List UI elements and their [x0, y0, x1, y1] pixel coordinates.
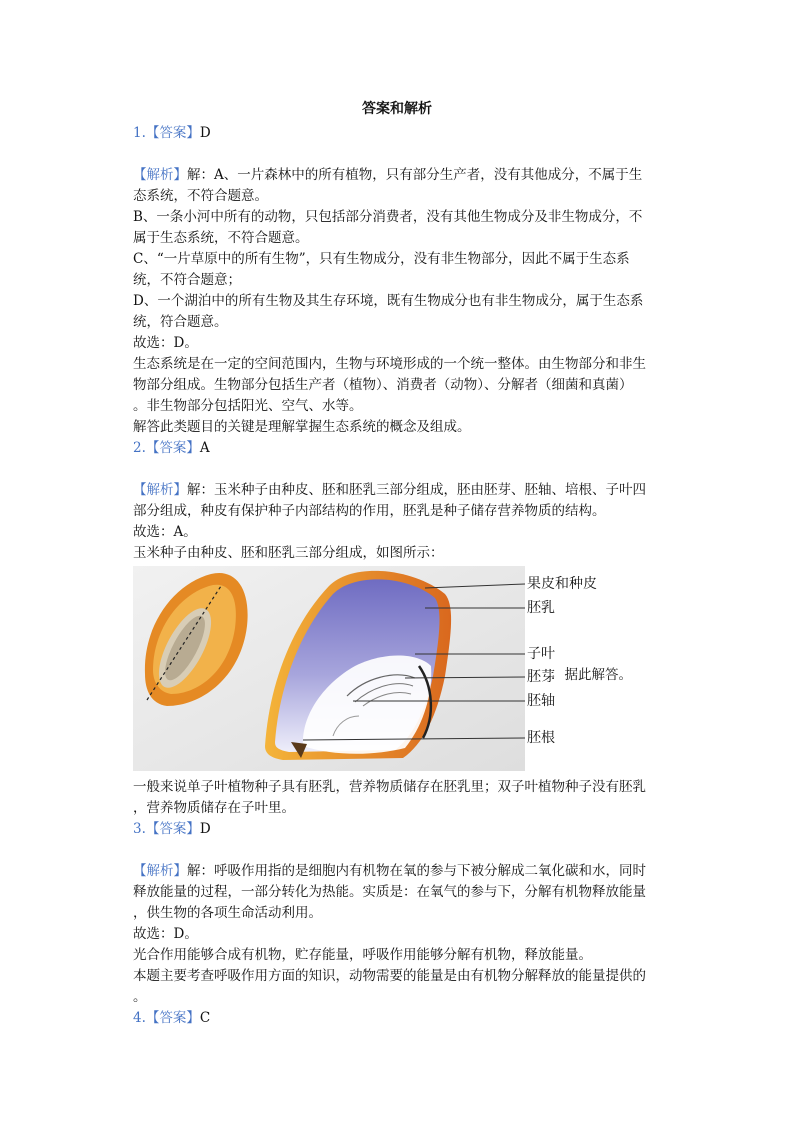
q2-after-line-1: ，营养物质储存在子叶里。 [133, 800, 295, 816]
q2-number: 2. [133, 440, 146, 456]
q1-analysis-line-7: 统，符合题意。 [133, 314, 228, 330]
page-title: 答案和解析 [362, 101, 432, 117]
q4-number: 4. [133, 1010, 146, 1026]
q1-analysis-line-3: 属于生态系统，不符合题意。 [133, 230, 309, 246]
q2-analysis-line-0: 【解析】解：玉米种子由种皮、胚和胚乳三部分组成，胚由胚芽、胚轴、培根、子叶四 [133, 482, 646, 498]
q2-answer: A [199, 440, 210, 456]
q1-analysis-tag: 【解析】 [133, 167, 187, 183]
q3-analysis-line-4: 光合作用能够合成有机物，贮存能量，呼吸作用能够分解有机物，释放能量。 [133, 947, 592, 963]
q3-analysis-line-0: 【解析】解：呼吸作用指的是细胞内有机物在氧的参与下被分解成二氧化碳和水，同时 [133, 863, 646, 879]
corn-seed-illustration [133, 566, 525, 771]
q1-analysis-line-8: 故选：D。 [133, 335, 198, 351]
q2-analysis-tag: 【解析】 [133, 482, 187, 498]
corn-seed-figure [133, 566, 525, 771]
label-pericarp-seedcoat: 果皮和种皮 [527, 576, 597, 592]
q2-analysis-line-3: 玉米种子由种皮、胚和胚乳三部分组成，如图所示： [133, 545, 444, 561]
q3-analysis-line-6: 。 [133, 989, 147, 1005]
label-cotyledon: 子叶 [527, 646, 555, 662]
q3-analysis-line-1: 释放能量的过程，一部分转化为热能。实质是：在氧气的参与下，分解有机物释放能量 [133, 884, 646, 900]
q1-analysis-line-4: C、“一片草原中的所有生物”，只有生物成分，没有非生物部分，因此不属于生态系 [133, 251, 630, 267]
q1-answer-tag: 【答案】 [145, 125, 200, 141]
q1-analysis-line-2: B、一条小河中所有的动物，只包括部分消费者，没有其他生物成分及非生物成分，不 [133, 209, 643, 225]
q2-after-line-0: 一般来说单子叶植物种子具有胚乳，营养物质储存在胚乳里；双子叶植物种子没有胚乳 [133, 779, 646, 795]
figure-suffix-text: ．据此解答。 [551, 667, 632, 683]
q3-analysis-line-5: 本题主要考查呼吸作用方面的知识，动物需要的能量是由有机物分解释放的能量提供的 [133, 968, 646, 984]
q2-analysis-line-2: 故选：A。 [133, 524, 197, 540]
q1-number: 1. [133, 125, 146, 141]
corn-seed-figure-row [133, 566, 673, 773]
q3-analysis-line-2: ，供生物的各项生命活动利用。 [133, 905, 322, 921]
answer-content [133, 123, 673, 1029]
q1-analysis-line-0: 【解析】解：A、一片森林中的所有植物，只有部分生产者，没有其他成分，不属于生 [133, 167, 643, 183]
q3-answer: D [199, 821, 211, 837]
label-hypocotyl: 胚轴 [527, 693, 555, 709]
q3-answer-tag: 【答案】 [145, 821, 200, 837]
q1-analysis-line-5: 统，不符合题意； [133, 272, 241, 288]
q2-analysis-line-1: 部分组成，种皮有保护种子内部结构的作用，胚乳是种子储存营养物质的结构。 [133, 503, 606, 519]
q1-analysis-line-1: 态系统，不符合题意。 [133, 188, 268, 204]
q1-analysis-line-12: 解答此类题目的关键是理解掌握生态系统的概念及组成。 [133, 419, 471, 435]
q4-answer-tag: 【答案】 [145, 1010, 200, 1026]
q1-analysis-line-9: 生态系统是在一定的空间范围内，生物与环境形成的一个统一整体。由生物部分和非生 [133, 356, 646, 372]
q4-answer-line [133, 1008, 673, 1029]
q3-number: 3. [133, 821, 146, 837]
q1-answer: D [199, 125, 211, 141]
label-plumule: 胚芽 [527, 669, 555, 685]
label-radicle: 胚根 [527, 730, 555, 746]
q2-answer-line [133, 438, 673, 459]
q4-answer: C [199, 1010, 211, 1026]
q3-analysis-tag: 【解析】 [133, 863, 187, 879]
q1-answer-line [133, 123, 673, 144]
label-endosperm: 胚乳 [527, 600, 555, 616]
q1-analysis-line-11: 。非生物部分包括阳光、空气、水等。 [133, 398, 363, 414]
q3-analysis-line-3: 故选：D。 [133, 926, 198, 942]
q2-answer-tag: 【答案】 [145, 440, 200, 456]
q1-analysis-line-10: 物部分组成。生物部分包括生产者（植物）、消费者（动物）、分解者（细菌和真菌） [133, 377, 633, 393]
q3-answer-line [133, 819, 673, 840]
q1-analysis-line-6: D、一个湖泊中的所有生物及其生存环境，既有生物成分也有非生物成分，属于生态系 [133, 293, 644, 309]
